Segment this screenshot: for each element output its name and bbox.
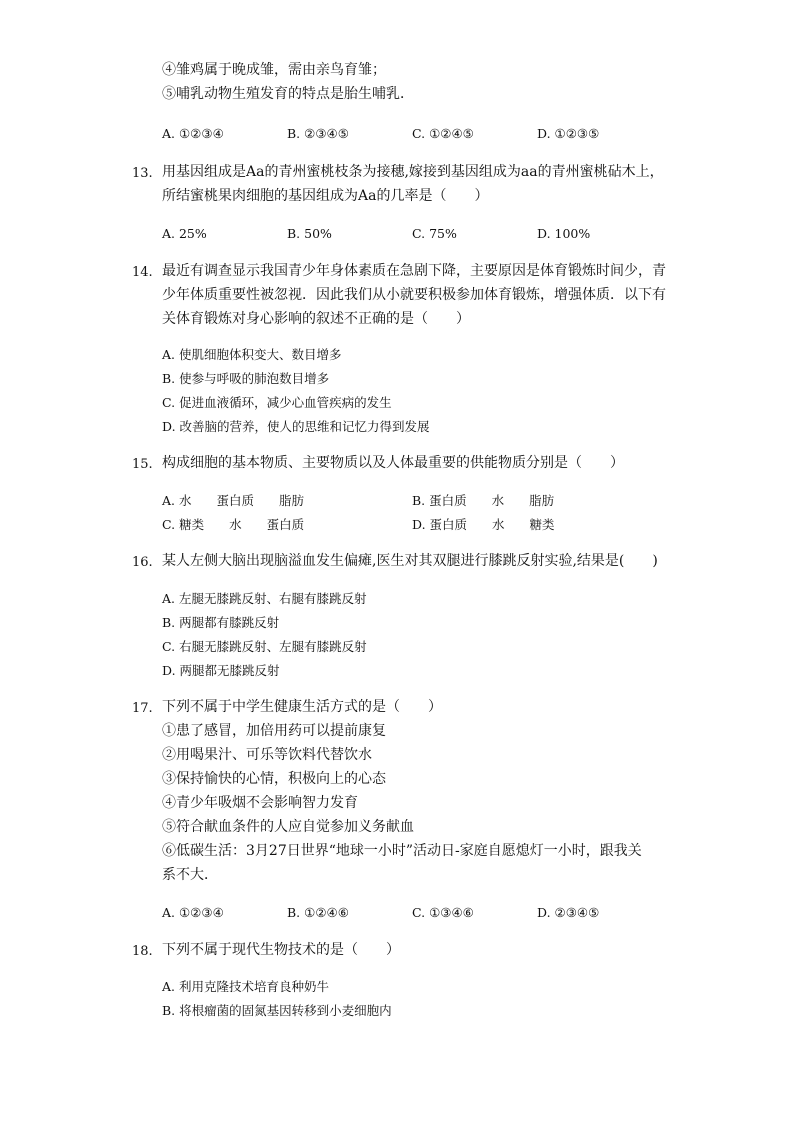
q15-option-b[interactable]: B. 蛋白质 水 脂肪 [412, 493, 555, 508]
q17-option-b[interactable]: B. ①②④⑥ [287, 905, 349, 920]
q17-option-a[interactable]: A. ①②③④ [162, 905, 224, 920]
q12-option-b[interactable]: B. ②③④⑤ [287, 126, 349, 141]
q18-stem: 下列不属于现代生物技术的是（ ） [162, 942, 400, 958]
q13-option-b[interactable]: B. 50% [287, 226, 332, 241]
q13-number: 13. [132, 166, 153, 181]
q13-stem-line-1: 用基因组成是Aa的青州蜜桃枝条为接穗,嫁接到基因组成为aa的青州蜜桃砧木上， [162, 164, 664, 180]
q12-option-a[interactable]: A. ①②③④ [162, 126, 224, 141]
q14-option-d[interactable]: D. 改善脑的营养，使人的思维和记忆力得到发展 [162, 419, 430, 434]
q15-option-d[interactable]: D. 蛋白质 水 糖类 [412, 517, 555, 532]
q14-number: 14. [132, 265, 153, 280]
q17-number: 17. [132, 701, 153, 716]
q13-option-c[interactable]: C. 75% [412, 226, 457, 241]
q17-item-5: ⑤符合献血条件的人应自觉参加义务献血 [162, 819, 414, 835]
q17-item-2: ②用喝果汁、可乐等饮料代替饮水 [162, 747, 372, 763]
q18-option-a[interactable]: A. 利用克隆技术培育良种奶牛 [162, 979, 329, 994]
q16-number: 16. [132, 555, 153, 570]
q12-option-c[interactable]: C. ①②④⑤ [412, 126, 474, 141]
q17-item-1: ①患了感冒，加倍用药可以提前康复 [162, 723, 386, 739]
q17-stem: 下列不属于中学生健康生活方式的是（ ） [162, 699, 442, 715]
q18-number: 18. [132, 944, 153, 959]
q15-stem: 构成细胞的基本物质、主要物质以及人体最重要的供能物质分别是（ ） [162, 455, 624, 471]
q16-option-c[interactable]: C. 右腿无膝跳反射、左腿有膝跳反射 [162, 639, 367, 654]
q15-option-c[interactable]: C. 糖类 水 蛋白质 [162, 517, 305, 532]
q13-stem-line-2: 所结蜜桃果肉细胞的基因组成为Aa的几率是（ ） [162, 188, 489, 204]
q18-option-b[interactable]: B. 将根瘤菌的固氮基因转移到小麦细胞内 [162, 1003, 392, 1018]
q16-option-a[interactable]: A. 左腿无膝跳反射、右腿有膝跳反射 [162, 591, 367, 606]
q17-item-6-continued: 系不大． [162, 867, 218, 883]
q14-option-a[interactable]: A. 使肌细胞体积变大、数目增多 [162, 347, 342, 362]
carryover-item-4: ④雏鸡属于晚成雏，需由亲鸟育雏； [162, 62, 386, 78]
carryover-item-5: ⑤哺乳动物生殖发育的特点是胎生哺乳． [162, 86, 414, 102]
q16-stem: 某人左侧大脑出现脑溢血发生偏瘫,医生对其双腿进行膝跳反射实验,结果是( ) [162, 553, 658, 569]
q14-option-b[interactable]: B. 使参与呼吸的肺泡数目增多 [162, 371, 330, 386]
q14-option-c[interactable]: C. 促进血液循环，减少心血管疾病的发生 [162, 395, 392, 410]
q13-option-d[interactable]: D. 100% [537, 226, 591, 241]
q13-option-a[interactable]: A. 25% [162, 226, 207, 241]
q16-option-b[interactable]: B. 两腿都有膝跳反射 [162, 615, 280, 630]
q15-option-a[interactable]: A. 水 蛋白质 脂肪 [162, 493, 304, 508]
q17-option-d[interactable]: D. ②③④⑤ [537, 905, 600, 920]
q17-item-3: ③保持愉快的心情，积极向上的心态 [162, 771, 386, 787]
q16-option-d[interactable]: D. 两腿都无膝跳反射 [162, 663, 280, 678]
q14-stem-line-3: 关体育锻炼对身心影响的叙述不正确的是（ ） [162, 311, 470, 327]
q15-number: 15. [132, 457, 153, 472]
q17-option-c[interactable]: C. ①③④⑥ [412, 905, 474, 920]
q17-item-4: ④青少年吸烟不会影响智力发育 [162, 795, 358, 811]
q14-stem-line-2: 少年体质重要性被忽视．因此我们从小就要积极参加体育锻炼，增强体质．以下有 [162, 287, 666, 303]
q12-option-d[interactable]: D. ①②③⑤ [537, 126, 600, 141]
q14-stem-line-1: 最近有调查显示我国青少年身体素质在急剧下降，主要原因是体育锻炼时间少，青 [162, 263, 666, 279]
q17-item-6: ⑥低碳生活：3月27日世界“地球一小时”活动日-家庭自愿熄灯一小时，跟我关 [162, 843, 642, 859]
